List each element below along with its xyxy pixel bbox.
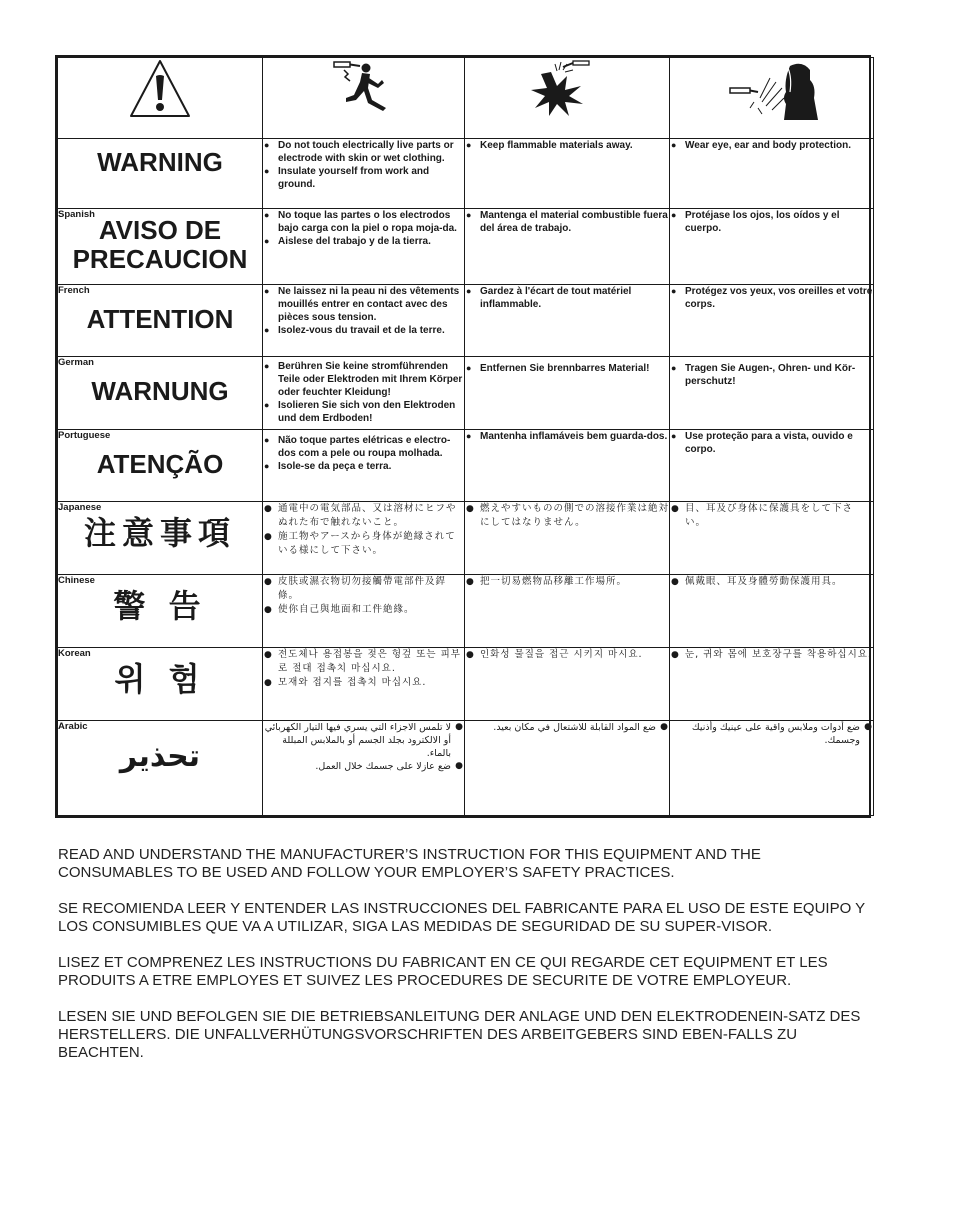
bullet-item: ● Insulate yourself from work and ground. — [263, 165, 464, 191]
bullet-item: ● 눈, 귀와 몸에 보호장구를 착용하십시요. — [670, 648, 873, 662]
fire-explosion-icon — [527, 58, 607, 118]
protection-text-german — [670, 357, 874, 430]
fire-text-korean — [465, 648, 670, 721]
shock-text-spanish — [263, 209, 465, 285]
bullet-item: ● Gardez à l'écart de tout matériel inflammable. — [465, 285, 669, 311]
protection-text-japanese — [670, 502, 874, 575]
shock-text-french — [263, 285, 465, 357]
label-cell-spanish — [58, 209, 263, 285]
bullet-item: ● 使你自己與地面和工件絶緣。 — [263, 603, 464, 617]
bullet-item: ● Tragen Sie Augen-, Ohren- und Kör-perschutz! — [670, 362, 873, 388]
fire-text-arabic — [465, 721, 670, 816]
bullet-item: ● 燃えやすいものの側での溶接作業は絶対にしてはなりません。 — [465, 502, 669, 530]
warning-title-spanish-line1: AVISO DE — [98, 215, 222, 245]
bullet-item: ● Wear eye, ear and body protection. — [670, 139, 873, 152]
fire-text-spanish — [465, 209, 670, 285]
bullet-item: ● 佩戴眼、耳及身體勞動保護用具。 — [670, 575, 873, 589]
warning-triangle-cell — [58, 58, 263, 139]
note-spanish: SE RECOMIENDA LEER Y ENTENDER LAS INSTRUCCIONES DEL FABRICANTE PARA EL USO DE ESTE EQUIPO Y LOS CONSUMIBLES QUE VA A UTILIZAR, SIGA LAS MEDIDAS DE SEGURIDAD DE SU SUPER-VISOR. — [58, 900, 865, 935]
bullet-item: ● 전도체나 용접봉을 젖은 헝겊 또는 피부로 절대 접촉치 마십시요. — [263, 648, 464, 676]
label-cell-portuguese — [58, 430, 263, 502]
shock-text-korean — [263, 648, 465, 721]
warning-row-french — [58, 285, 874, 357]
bullet-item: ● Mantenha inflamáveis bem guarda-dos. — [465, 430, 669, 443]
language-label: Japanese — [58, 502, 102, 513]
warning-row-japanese — [58, 502, 874, 575]
bullet-item: ● Keep flammable materials away. — [465, 139, 669, 152]
electric-shock-cell — [263, 58, 465, 139]
protection-text-chinese — [670, 575, 874, 648]
warning-title-japanese: 注意事項 — [83, 514, 236, 552]
warning-title-korean: 위 험 — [114, 660, 206, 698]
icon-row — [58, 58, 874, 139]
fire-text-french — [465, 285, 670, 357]
warning-row-chinese — [58, 575, 874, 648]
bullet-item: ● Use proteção para a vista, ouvido e corpo. — [670, 430, 873, 456]
bullet-item: ● Ne laissez ni la peau ni des vêtements mouillés entrer en contact avec des pièces sous tension. — [263, 285, 464, 324]
label-cell-chinese — [58, 575, 263, 648]
warning-row-korean — [58, 648, 874, 721]
bullet-item: ● 皮肤或濕衣物切勿接觸帶電部件及銲條。 — [263, 575, 464, 603]
bullet-item: ● Protégez vos yeux, vos oreilles et votre corps. — [670, 285, 873, 311]
protection-text-korean — [670, 648, 874, 721]
bullet-item: ● ضع عازلا على جسمك خلال العمل. — [263, 760, 464, 773]
warning-row-german — [58, 357, 874, 430]
warning-title-french: ATTENTION — [86, 304, 234, 334]
language-label: Portuguese — [58, 430, 111, 441]
bullet-item: ● 把一切易燃物品移離工作場所。 — [465, 575, 669, 589]
label-cell-korean — [58, 648, 263, 721]
fire-text-portuguese — [465, 430, 670, 502]
bullet-item: ● 通電中の電気部品、又は溶材にヒフやぬれた布で触れないこと。 — [263, 502, 464, 530]
shock-text-portuguese — [263, 430, 465, 502]
shock-text-english — [263, 139, 465, 209]
shock-text-chinese — [263, 575, 465, 648]
fire-text-japanese — [465, 502, 670, 575]
bullet-item: ● 施工物やアースから身体が絶縁されている様にして下さい。 — [263, 530, 464, 558]
fire-text-english — [465, 139, 670, 209]
warning-title-chinese: 警 告 — [113, 587, 207, 625]
label-cell-german — [58, 357, 263, 430]
safety-notes — [58, 846, 878, 1080]
protection-text-english — [670, 139, 874, 209]
warning-row-english — [58, 139, 874, 209]
bullet-item: ● Entfernen Sie brennbarres Material! — [465, 362, 669, 375]
protection-text-portuguese — [670, 430, 874, 502]
shock-text-german — [263, 357, 465, 430]
language-label: German — [58, 357, 94, 368]
bullet-item: ● Aislese del trabajo y de la tierra. — [263, 235, 464, 248]
bullet-item: ● No toque las partes o los electrodos bajo carga con la piel o ropa moja-da. — [263, 209, 464, 235]
language-label: Arabic — [58, 721, 88, 732]
fire-explosion-cell — [465, 58, 670, 139]
warning-title-german: WARNUNG — [91, 376, 229, 406]
bullet-item: ● 인화성 물질을 접근 시키지 마시요. — [465, 648, 669, 662]
electric-shock-icon — [326, 58, 402, 118]
label-cell-japanese — [58, 502, 263, 575]
bullet-item: ● Protéjase los ojos, los oídos y el cuerpo. — [670, 209, 873, 235]
warning-title-spanish-line2: PRECAUCION — [72, 244, 248, 274]
bullet-item: ● ضع المواد القابلة للاشتعال في مكان بعيد. — [465, 721, 669, 734]
label-cell-arabic — [58, 721, 263, 816]
warning-title-english: WARNING — [97, 147, 223, 177]
protection-text-arabic — [670, 721, 874, 816]
warning-row-spanish — [58, 209, 874, 285]
bullet-item: ● لا تلمس الاجزاء التي يسري فيها التيار الكهربائي أو الالكترود بجلد الجسم أو بالملابس المبللة بالماء. — [263, 721, 464, 760]
fire-text-chinese — [465, 575, 670, 648]
bullet-item: ● Isole-se da peça e terra. — [263, 460, 464, 473]
eye-face-protection-icon — [724, 58, 820, 122]
fire-text-german — [465, 357, 670, 430]
language-label: Spanish — [58, 209, 95, 220]
bullet-item: ● 目、耳及び身体に保護具をして下さい。 — [670, 502, 873, 530]
bullet-item: ● ضع أدوات وملابس واقية على عينيك وأذنيك وجسمك. — [670, 721, 873, 747]
multilingual-warning-table — [55, 55, 871, 818]
protection-text-french — [670, 285, 874, 357]
bullet-item: ● Mantenga el material combustible fuera del área de trabajo. — [465, 209, 669, 235]
language-label: Chinese — [58, 575, 95, 586]
note-german: LESEN SIE UND BEFOLGEN SIE DIE BETRIEBSANLEITUNG DER ANLAGE UND DEN ELEKTRODENEIN-SATZ DES HERSTELLERS. DIE UNFALLVERHÜTUNGSVORSCHRIFTEN DES ARBEITGEBERS SIND EBEN-FALLS ZU BEACHTEN. — [58, 1008, 861, 1061]
warning-title-arabic: تحذير — [119, 739, 201, 774]
note-english: READ AND UNDERSTAND THE MANUFACTURER’S INSTRUCTION FOR THIS EQUIPMENT AND THE CONSUMABLES TO BE USED AND FOLLOW YOUR EMPLOYER’S SAFETY PRACTICES. — [58, 846, 761, 881]
shock-text-japanese — [263, 502, 465, 575]
bullet-item: ● Isolieren Sie sich von den Elektroden und dem Erdboden! — [263, 399, 464, 425]
language-label: Korean — [58, 648, 91, 659]
shock-text-arabic — [263, 721, 465, 816]
label-cell-english — [58, 139, 263, 209]
label-cell-french — [58, 285, 263, 357]
bullet-item: ● 모재와 접지를 접촉치 마십시요. — [263, 676, 464, 690]
eye-face-protection-cell — [670, 58, 874, 139]
warning-row-portuguese — [58, 430, 874, 502]
bullet-item: ● Isolez-vous du travail et de la terre. — [263, 324, 464, 337]
bullet-item: ● Do not touch electrically live parts or electrode with skin or wet clothing. — [263, 139, 464, 165]
warning-triangle-icon — [128, 58, 192, 120]
bullet-item: ● Não toque partes elétricas e electro-dos com a pele ou roupa molhada. — [263, 434, 464, 460]
note-french: LISEZ ET COMPRENEZ LES INSTRUCTIONS DU FABRICANT EN CE QUI REGARDE CET EQUIPMENT ET LES PRODUITS A ETRE EMPLOYES ET SUIVEZ LES PROCEDURES DE SECURITE DE VOTRE EMPLOYEUR. — [58, 954, 828, 989]
warning-row-arabic — [58, 721, 874, 816]
language-label: French — [58, 285, 90, 296]
bullet-item: ● Berühren Sie keine stromführenden Teile oder Elektroden mit Ihrem Körper oder feuchter Kleidung! — [263, 360, 464, 399]
warning-title-portuguese: ATENÇÃO — [96, 449, 224, 479]
protection-text-spanish — [670, 209, 874, 285]
